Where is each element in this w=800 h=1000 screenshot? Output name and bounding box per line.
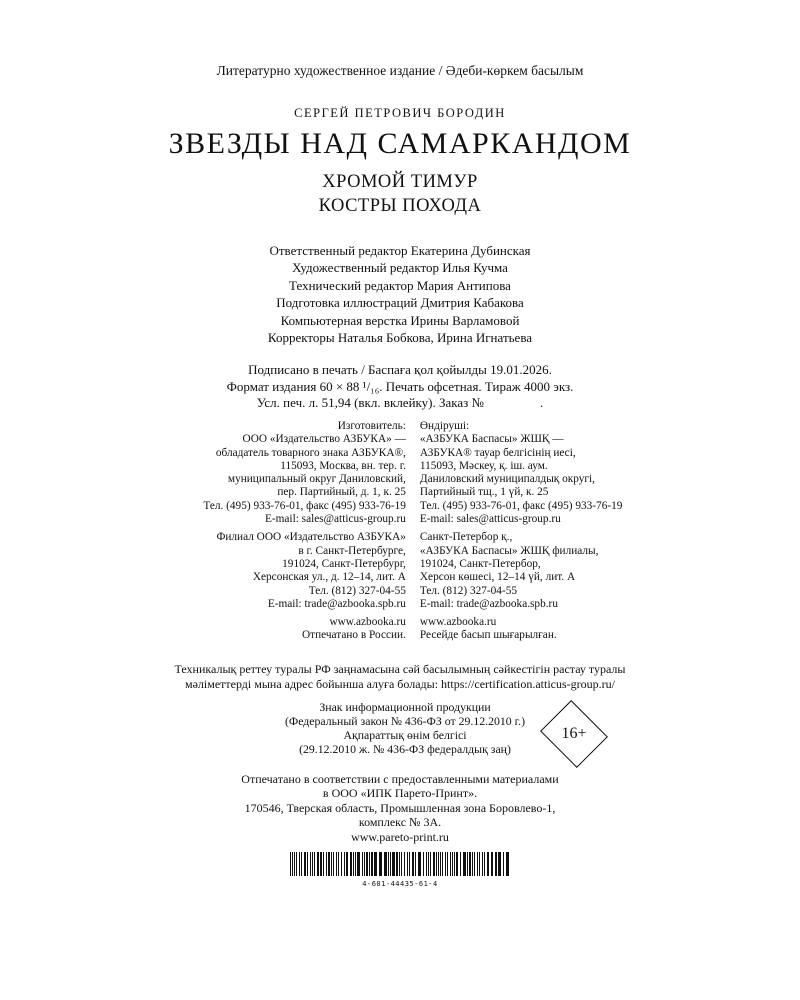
- barcode-bar: [390, 852, 391, 876]
- barcode-bar: [331, 852, 332, 876]
- barcode-bar: [495, 852, 497, 876]
- barcode-bar: [447, 852, 448, 876]
- credit-line: Технический редактор Мария Антипова: [289, 277, 511, 293]
- barcode-bar: [460, 852, 461, 876]
- text-line: E-mail: trade@azbooka.spb.ru: [419, 597, 558, 610]
- manufacturer-ru: [150, 420, 412, 526]
- text-line: Техникалық реттеу туралы РФ заңнамасына сәй басылымның сәйкестігін растау туралы: [174, 662, 626, 676]
- text-line: в ООО «ИПК Парето-Принт».: [322, 786, 478, 801]
- barcode-bar: [314, 852, 315, 876]
- web-row: [150, 616, 650, 643]
- web-kz: [412, 616, 650, 643]
- text-line: мәліметтерді мына адрес бойынша алуға болады: https://certification.atticus-group.ru/: [184, 676, 615, 691]
- printed-in: Отпечатано в России.: [301, 629, 406, 642]
- barcode-bar: [304, 852, 306, 876]
- info-product-sign: [270, 700, 540, 756]
- web-ru: [150, 616, 412, 643]
- barcode-bar: [388, 852, 389, 876]
- credits-block: [0, 242, 800, 346]
- text-line: обладатель товарного знака АЗБУКА®,: [215, 446, 406, 459]
- text-line: Херсонская ул., д. 12–14, лит. А: [252, 571, 406, 584]
- sheets-text: Усл. печ. л. 51,94 (вкл. вклейку). Заказ №: [256, 395, 484, 410]
- barcode-bar: [418, 852, 421, 876]
- book-title: ЗВЕЗДЫ НАД САМАРКАНДОМ: [168, 127, 632, 160]
- signed-date: Подписано в печать / Баспаға қол қойылды 19.01.2026.: [248, 362, 552, 377]
- barcode-bar: [440, 852, 441, 876]
- text-line: Тел. (495) 933-76-01, факс (495) 933-76-19: [203, 499, 406, 512]
- text-line: 191024, Санкт-Петербор,: [419, 557, 541, 570]
- barcode-bar: [415, 852, 416, 876]
- credit-line: Корректоры Наталья Бобкова, Ирина Игнатьева: [267, 330, 533, 346]
- barcode-bar: [430, 852, 431, 876]
- barcode-bar: [310, 852, 311, 876]
- website-link[interactable]: www.azbooka.ru: [419, 616, 497, 629]
- barcode-bar: [442, 852, 443, 876]
- barcode-bar: [369, 852, 370, 876]
- barcode-bar: [477, 852, 478, 876]
- barcode-bar: [436, 852, 437, 876]
- printer-website[interactable]: www.pareto-print.ru: [351, 829, 449, 844]
- barcode-bar: [338, 852, 339, 876]
- barcode-bar: [326, 852, 327, 876]
- barcode-bar: [479, 852, 480, 876]
- text-line: 115093, Москва, вн. тер. г.: [280, 459, 406, 472]
- tech-regulation: [0, 662, 800, 691]
- barcode-bar: [323, 852, 324, 876]
- barcode-bar: [484, 852, 485, 876]
- barcode-bar: [392, 852, 395, 876]
- barcode-bar: [469, 852, 471, 876]
- subtitle-2: КОСТРЫ ПОХОДА: [318, 196, 482, 216]
- subtitle-1: ХРОМОЙ ТИМУР: [322, 172, 478, 192]
- text-line: E-mail: sales@atticus-group.ru: [264, 513, 406, 526]
- text-line: Партийный тщ., 1 үй, к. 25: [419, 486, 549, 499]
- barcode-bar: [344, 852, 345, 876]
- barcode-bar: [294, 852, 295, 876]
- manufacturer-row: [150, 420, 650, 526]
- branch-ru: [150, 531, 412, 611]
- barcode-bar: [450, 852, 451, 876]
- barcode-bar: [299, 852, 300, 876]
- text-line: муниципальный округ Даниловский,: [227, 473, 406, 486]
- barcode-bar: [426, 852, 427, 876]
- text-line: Тел. (812) 327-04-55: [308, 584, 406, 597]
- text-line: Санкт-Петербор қ.,: [419, 531, 513, 544]
- barcode-bar: [336, 852, 337, 876]
- text-line: Филиал ООО «Издательство АЗБУКА»: [216, 531, 406, 544]
- barcode-bar: [452, 852, 453, 876]
- barcode-bar: [333, 852, 334, 876]
- format-line: Формат издания 60 × 88 ¹/₁₆. Печать офсетная. Тираж 4000 экз.: [226, 378, 574, 394]
- sheets-end: .: [539, 395, 544, 410]
- text-line: 191024, Санкт-Петербург,: [282, 557, 406, 570]
- barcode-bar: [374, 852, 377, 876]
- barcode-bar: [409, 852, 410, 876]
- text-line: Өндіруші:: [419, 420, 470, 432]
- barcode-bar: [384, 852, 387, 876]
- genre-line: Литературно художественное издание / Әдеби-көркем басылым: [216, 63, 584, 78]
- text-line: Херсон көшесі, 12–14 үй, лит. А: [419, 571, 576, 584]
- text-line: Изготовитель:: [337, 420, 406, 432]
- barcode-bar: [296, 852, 297, 876]
- credit-line: Ответственный редактор Екатерина Дубинская: [269, 243, 531, 258]
- barcode-bar: [433, 852, 435, 876]
- barcode-bar: [317, 852, 319, 876]
- credit-line: Компьютерная верстка Ирины Варламовой: [280, 312, 520, 328]
- barcode-bar: [346, 852, 348, 876]
- text-line: E-mail: trade@azbooka.spb.ru: [267, 597, 406, 610]
- barcode-bar: [364, 852, 365, 876]
- barcode-bar: [362, 852, 363, 876]
- text-line: «АЗБУКА Баспасы» ЖШҚ филиалы,: [419, 544, 599, 557]
- branch-kz: [412, 531, 650, 611]
- barcode-bar: [445, 852, 446, 876]
- text-line: в г. Санкт-Петербурге,: [298, 544, 406, 557]
- barcode-bar: [467, 852, 468, 876]
- text-line: Даниловский муниципалдық округі,: [419, 473, 595, 486]
- text-line: пер. Партийный, д. 1, к. 25: [277, 486, 406, 499]
- printed-in: Ресейде басып шығарылған.: [419, 629, 557, 642]
- barcode-bar: [423, 852, 424, 876]
- barcode-bar: [320, 852, 322, 876]
- text-line: Ақпараттық өнім белгісі: [343, 728, 467, 742]
- barcode-bar: [404, 852, 405, 876]
- barcode-bar: [353, 852, 354, 876]
- barcode: [290, 852, 510, 876]
- text-line: Знак информационной продукции: [319, 700, 491, 714]
- text-line: «АЗБУКА Баспасы» ЖШҚ —: [419, 433, 564, 446]
- manufacturer-kz: [412, 420, 650, 526]
- barcode-bar: [428, 852, 429, 876]
- barcode-bar: [482, 852, 483, 876]
- barcode-bar: [301, 852, 302, 876]
- text-line: АЗБУКА® тауар белгісінің иесі,: [419, 446, 576, 459]
- credit-line: Подготовка иллюстраций Дмитрия Кабакова: [276, 295, 524, 311]
- text-line: (29.12.2010 ж. № 436-ФЗ федералдық заң): [299, 742, 511, 756]
- text-line: Тел. (812) 327-04-55: [419, 584, 518, 597]
- credit-line: Художественный редактор Илья Кучма: [292, 260, 508, 276]
- barcode-bar: [399, 852, 400, 876]
- barcode-bar: [371, 852, 373, 876]
- age-rating: 16+: [561, 725, 587, 742]
- isbn-number: 4-601-44435-61-4: [362, 880, 438, 888]
- barcode-bar: [491, 852, 493, 876]
- text-line: Тел. (495) 933-76-01, факс (495) 933-76-19: [419, 499, 623, 512]
- sheets-line: [0, 395, 800, 412]
- barcode-bar: [341, 852, 342, 876]
- barcode-bar: [379, 852, 382, 876]
- barcode-bar: [503, 852, 504, 876]
- text-line: Отпечатано в соответствии с предоставленными материалами: [241, 772, 559, 786]
- barcode-bar: [357, 852, 360, 876]
- text-line: E-mail: sales@atticus-group.ru: [419, 513, 561, 526]
- barcode-bar: [328, 852, 330, 876]
- barcode-bar: [350, 852, 352, 876]
- barcode-bar: [312, 852, 313, 876]
- barcode-bar: [438, 852, 439, 876]
- publication-info: [0, 362, 800, 412]
- barcode-bar: [292, 852, 293, 876]
- text-line: ООО «Издательство АЗБУКА» —: [242, 433, 406, 446]
- website-link[interactable]: www.azbooka.ru: [329, 616, 406, 629]
- barcode-bar: [498, 852, 501, 876]
- barcode-bar: [355, 852, 356, 876]
- text-line: 115093, Мәскеу, қ. іш. аум.: [419, 459, 548, 472]
- barcode-bar: [454, 852, 455, 876]
- barcode-bar: [412, 852, 414, 876]
- printer-info: [0, 772, 800, 844]
- barcode-bar: [487, 852, 489, 876]
- branch-row: [150, 531, 650, 611]
- barcode-bar: [396, 852, 398, 876]
- barcode-bar: [366, 852, 368, 876]
- manufacturer-columns: [150, 420, 650, 643]
- barcode-bar: [472, 852, 473, 876]
- barcode-bar: [401, 852, 402, 876]
- barcode-bar: [463, 852, 466, 876]
- barcode-bar: [307, 852, 308, 876]
- author-name: СЕРГЕЙ ПЕТРОВИЧ БОРОДИН: [294, 106, 506, 120]
- barcode-bar: [290, 852, 291, 876]
- text-line: 170546, Тверская область, Промышленная зона Боровлево-1,: [244, 800, 556, 815]
- barcode-bar: [407, 852, 408, 876]
- barcode-bar: [474, 852, 475, 876]
- barcode-bar: [456, 852, 458, 876]
- text-line: комплекс № 3А.: [358, 815, 442, 830]
- barcode-bar: [506, 852, 509, 876]
- text-line: (Федеральный закон № 436-ФЗ от 29.12.2010 г.): [284, 714, 526, 728]
